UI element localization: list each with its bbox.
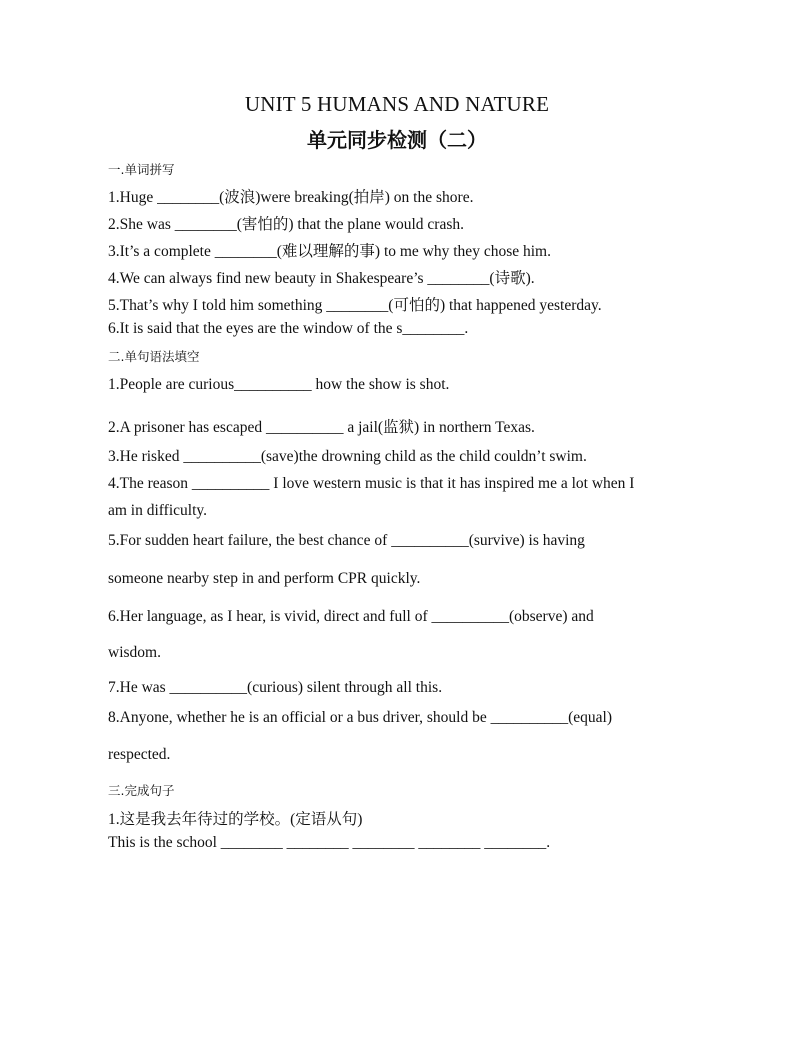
question-line: 8.Anyone, whether he is an official or a bus driver, should be __________(equal) (108, 709, 613, 726)
question-line-continued: wisdom. (108, 644, 161, 661)
question-line-continued: respected. (108, 746, 171, 763)
question-line: 6.Her language, as I hear, is vivid, direct and full of __________(observe) and (108, 608, 594, 625)
test-subtitle: 单元同步检测（二） (307, 128, 487, 152)
question-line: 7.He was __________(curious) silent through all this. (108, 679, 443, 696)
question-line: 2.She was ________(害怕的) that the plane would crash. (108, 216, 465, 233)
question-line: 2.A prisoner has escaped __________ a jail(监狱) in northern Texas. (108, 419, 535, 436)
question-line: 3.He risked __________(save)the drowning child as the child couldn’t swim. (108, 448, 587, 465)
section-heading: 三.完成句子 (108, 783, 175, 798)
question-line-continued: am in difficulty. (108, 502, 208, 519)
question-line: 5.For sudden heart failure, the best chance of __________(survive) is having (108, 532, 585, 549)
question-line: 6.It is said that the eyes are the window of the s________. (108, 320, 469, 337)
question-line: 1.Huge ________(波浪)were breaking(拍岸) on the shore. (108, 189, 474, 206)
section-heading: 一.单词拼写 (108, 162, 175, 177)
question-line: 1.这是我去年待过的学校。(定语从句) (108, 811, 363, 828)
question-line: This is the school ________ ________ ________ ________ ________. (108, 834, 551, 851)
question-line: 4.The reason __________ I love western music is that it has inspired me a lot when I (108, 475, 635, 492)
question-line: 4.We can always find new beauty in Shakespeare’s ________(诗歌). (108, 270, 535, 287)
question-line: 5.That’s why I told him something ________(可怕的) that happened yesterday. (108, 297, 602, 314)
section-heading: 二.单句语法填空 (108, 349, 200, 364)
question-line: 1.People are curious__________ how the show is shot. (108, 376, 450, 393)
question-line-continued: someone nearby step in and perform CPR quickly. (108, 570, 421, 587)
unit-title: UNIT 5 HUMANS AND NATURE (244, 92, 550, 116)
question-line: 3.It’s a complete ________(难以理解的事) to me why they chose him. (108, 243, 551, 260)
